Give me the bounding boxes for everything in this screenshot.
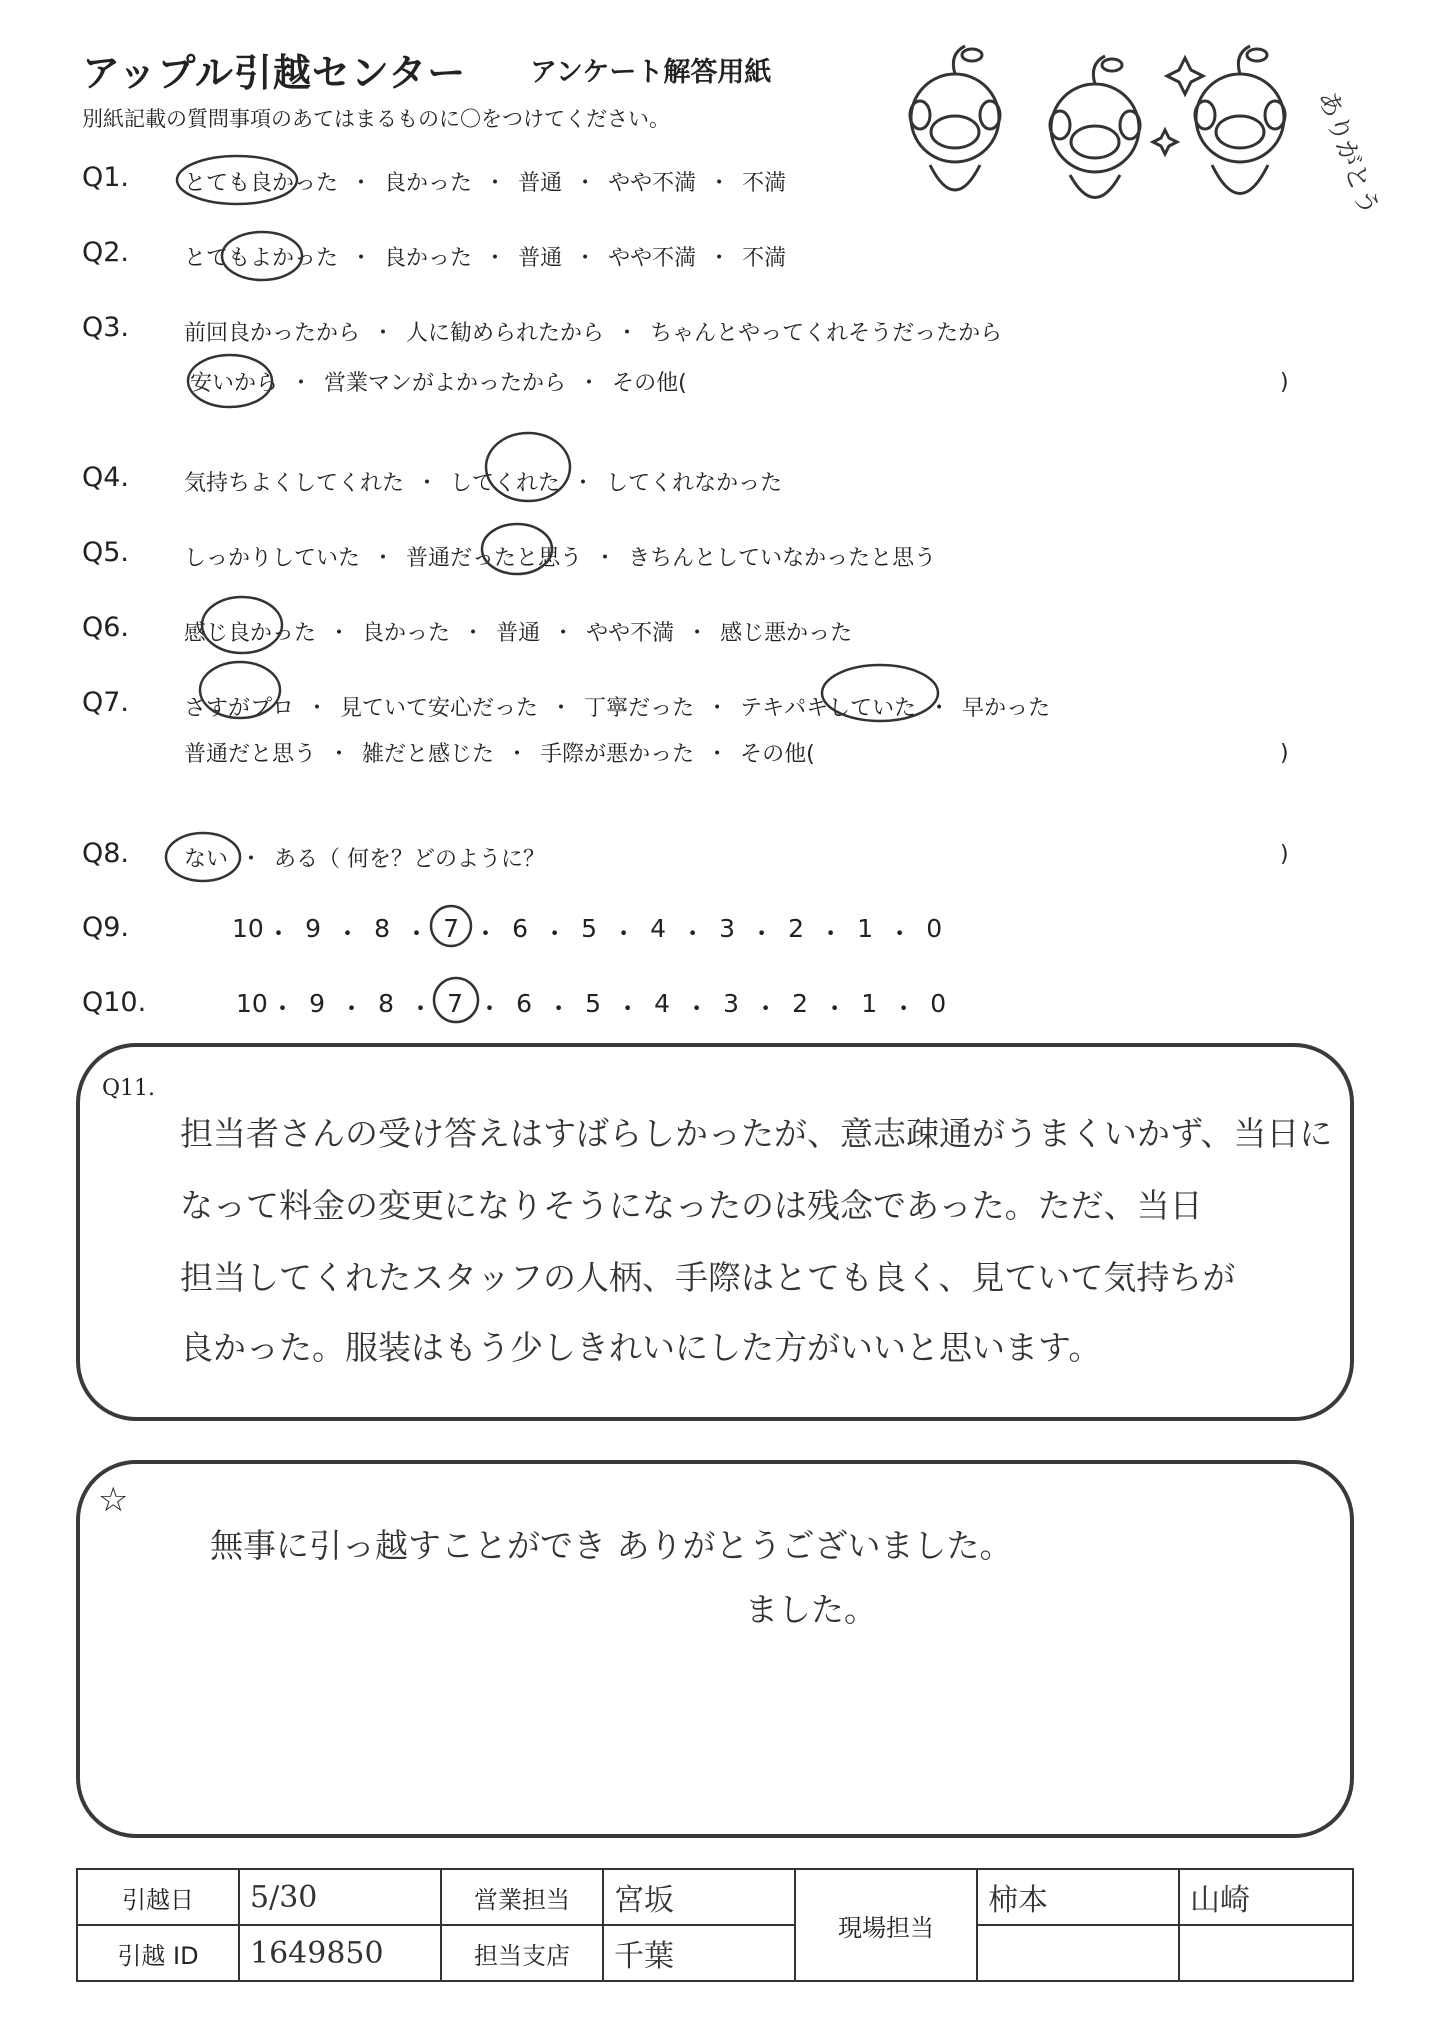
q9-score-0[interactable]: 0	[926, 914, 943, 943]
q1-option-5[interactable]: 不満	[742, 171, 787, 196]
company-name: アップル引越センター	[82, 51, 467, 95]
q4-option-3[interactable]: してくれなかった	[606, 471, 783, 496]
close-paren: )	[1280, 842, 1289, 867]
q11-label: Q11.	[102, 1076, 156, 1101]
q2-option-5[interactable]: 不満	[742, 246, 787, 271]
q2-selection-circle	[222, 232, 302, 280]
q6-option-3[interactable]: 普通	[496, 621, 541, 646]
q3-option-2[interactable]: 人に勧められたから	[406, 321, 605, 346]
q10-score-3[interactable]: 3	[723, 989, 740, 1018]
branch-label: 担当支店	[441, 1925, 603, 1981]
question-q2: Q2. とてもよかった ・ 良かった ・ 普通 ・ やや不満 ・ 不満	[82, 237, 787, 271]
q8-option-2[interactable]: ある（ 何を？どのように？	[274, 847, 546, 872]
question-label: Q6.	[82, 612, 130, 643]
question-q9: Q9. 10 ・ 9 ・ 8 ・ 7 ・ 6 ・ 5 ・ 4 ・ 3 ・ 2 ・ 1 ・ 0	[0, 912, 1433, 956]
q7-option-4[interactable]: テキパキしていた	[740, 696, 917, 721]
move-info-table	[76, 1868, 1354, 1982]
q9-score-3[interactable]: 3	[719, 914, 736, 943]
question-q8: Q8. ない ・ ある（ 何を？どのように？ )	[82, 838, 1289, 872]
q9-score-7[interactable]: 7	[443, 914, 459, 943]
q10-score-8[interactable]: 8	[378, 989, 394, 1018]
q4-selection-circle	[486, 433, 570, 501]
q1-selection-circle	[177, 156, 297, 204]
move-date-label: 引越日	[77, 1869, 239, 1925]
q10-score-6[interactable]: 6	[516, 989, 533, 1018]
q3-option-1[interactable]: 前回良かったから	[184, 321, 361, 346]
question-q4: Q4. 気持ちよくしてくれた ・ してくれた ・ してくれなかった	[82, 462, 783, 496]
q5-option-2[interactable]: 普通だったと思う	[406, 546, 583, 571]
q3-option-5[interactable]: 営業マンがよかったから	[324, 371, 567, 396]
question-q3: Q3. 前回良かったから ・ 人に勧められたから ・ ちゃんとやってくれそうだったから 安いから ・ 営業マンがよかったから ・ その他( )	[82, 312, 1289, 396]
q5-selection-circle	[482, 524, 552, 574]
q5-option-1[interactable]: しっかりしていた	[184, 546, 361, 571]
q2-option-1[interactable]: とてもよかった	[184, 246, 339, 271]
q9-score-6[interactable]: 6	[512, 914, 529, 943]
q4-option-2[interactable]: してくれた	[450, 471, 561, 496]
question-label: Q10.	[82, 987, 147, 1018]
field-staff-2: 山崎	[1179, 1869, 1353, 1925]
q9-score-5[interactable]: 5	[581, 914, 598, 943]
q9-score-9[interactable]: 9	[305, 914, 321, 943]
field-staff-empty-1	[977, 1925, 1179, 1981]
q7-option-5[interactable]: 早かった	[962, 696, 1051, 721]
q9-score-10[interactable]: 10	[232, 914, 264, 943]
star-label: ☆	[98, 1480, 129, 1520]
mascot-thanks-text: ありがとう	[1311, 87, 1385, 220]
question-label: Q3.	[82, 312, 130, 343]
star-line-1: 無事に引っ越すことができ ありがとうございました。	[210, 1526, 1013, 1565]
q9-score-2[interactable]: 2	[788, 914, 805, 943]
star-comment-box	[76, 1460, 1354, 1838]
q10-score-4[interactable]: 4	[654, 989, 671, 1018]
question-label: Q4.	[82, 462, 130, 493]
q3-selection-circle	[188, 355, 272, 407]
close-paren: )	[1280, 741, 1289, 766]
branch-value: 千葉	[603, 1925, 795, 1981]
q11-line-4: 良かった。服装はもう少しきれいにした方がいいと思います。	[180, 1328, 1102, 1367]
q9-selection-circle	[431, 906, 471, 946]
q9-score-1[interactable]: 1	[857, 914, 874, 943]
instructions: 別紙記載の質問事項のあてはまるものに〇をつけてください。	[82, 107, 670, 131]
q3-option-4[interactable]: 安いから	[190, 371, 279, 396]
q7-option-1[interactable]: さすがプロ	[184, 696, 295, 721]
q7-option-8[interactable]: 手際が悪かった	[540, 742, 695, 767]
q5-option-3[interactable]: きちんとしていなかったと思う	[628, 546, 937, 571]
q10-score-2[interactable]: 2	[792, 989, 809, 1018]
q6-option-1[interactable]: 感じ良かった	[184, 621, 317, 646]
question-label: Q5.	[82, 537, 130, 568]
q10-score-9[interactable]: 9	[309, 989, 325, 1018]
sales-label: 営業担当	[441, 1869, 603, 1925]
q9-score-4[interactable]: 4	[650, 914, 667, 943]
q10-score-1[interactable]: 1	[861, 989, 878, 1018]
q8-selection-circle	[166, 833, 240, 881]
q10-score-7[interactable]: 7	[447, 989, 463, 1018]
field-staff-empty-2	[1179, 1925, 1353, 1981]
q11-line-3: 担当してくれたスタッフの人柄、手際はとても良く、見ていて気持ちが	[180, 1258, 1236, 1297]
field-staff-label: 現場担当	[795, 1869, 977, 1981]
q10-score-10[interactable]: 10	[236, 989, 268, 1018]
form-title: アンケート解答用紙	[530, 57, 772, 88]
star-line-2: ました。	[745, 1590, 877, 1629]
q11-line-2: なって料金の変更になりそうになったのは残念であった。ただ、当日	[180, 1186, 1203, 1225]
q7-selection-circle-2	[822, 665, 938, 721]
q6-option-5[interactable]: 感じ悪かった	[720, 621, 853, 646]
q10-selection-circle	[434, 978, 478, 1022]
move-id-label: 引越 ID	[77, 1925, 239, 1981]
q6-selection-circle	[202, 597, 282, 653]
q1-option-3[interactable]: 普通	[518, 171, 563, 196]
q6-option-4[interactable]: やや不満	[586, 621, 675, 646]
q7-option-3[interactable]: 丁寧だった	[584, 696, 695, 721]
q2-option-4[interactable]: やや不満	[608, 246, 697, 271]
question-label: Q2.	[82, 237, 130, 268]
q6-option-2[interactable]: 良かった	[362, 621, 451, 646]
question-q10: Q10. 10 ・ 9 ・ 8 ・ 7 ・ 6 ・ 5 ・ 4 ・ 3 ・ 2 ・ 1 ・ 0	[0, 987, 1433, 1031]
q10-score-5[interactable]: 5	[585, 989, 602, 1018]
question-label: Q7.	[82, 687, 130, 718]
field-staff-1: 柿本	[977, 1869, 1179, 1925]
q7-option-6[interactable]: 普通だと思う	[184, 742, 317, 767]
question-q7: Q7. さすがプロ ・ 見ていて安心だった ・ 丁寧だった ・ テキパキしていた ・ 早かった 普通だと思う ・ 雑だと感じた ・ 手際が悪かった ・ その他( )	[82, 687, 1289, 767]
move-id-value: 1649850	[239, 1925, 441, 1981]
q10-score-0[interactable]: 0	[930, 989, 947, 1018]
close-paren: )	[1280, 370, 1289, 395]
q7-option-2[interactable]: 見ていて安心だった	[340, 696, 539, 721]
q1-option-2[interactable]: 良かった	[384, 171, 473, 196]
q8-option-1[interactable]: ない	[184, 847, 229, 872]
q4-option-1[interactable]: 気持ちよくしてくれた	[184, 471, 405, 496]
question-q6: Q6. 感じ良かった ・ 良かった ・ 普通 ・ やや不満 ・ 感じ悪かった	[82, 612, 853, 646]
q1-option-1[interactable]: とても良かった	[184, 171, 339, 196]
q2-option-3[interactable]: 普通	[518, 246, 563, 271]
q3-option-6[interactable]: その他(	[612, 371, 687, 396]
question-q5: Q5. しっかりしていた ・ 普通だったと思う ・ きちんとしていなかったと思う	[82, 537, 937, 571]
q1-option-4[interactable]: やや不満	[608, 171, 697, 196]
q7-option-7[interactable]: 雑だと感じた	[362, 742, 495, 767]
q9-score-8[interactable]: 8	[374, 914, 390, 943]
question-label: Q1.	[82, 162, 130, 193]
q2-option-2[interactable]: 良かった	[384, 246, 473, 271]
sales-value: 宮坂	[603, 1869, 795, 1925]
move-date-value: 5/30	[239, 1869, 441, 1925]
q11-line-1: 担当者さんの受け答えはすばらしかったが、意志疎通がうまくいかず、当日に	[180, 1114, 1333, 1153]
q7-selection-circle-1	[200, 662, 280, 718]
question-label: Q8.	[82, 838, 130, 869]
question-q1: Q1. とても良かった ・ 良かった ・ 普通 ・ やや不満 ・ 不満	[82, 162, 787, 196]
q7-option-9[interactable]: その他(	[740, 742, 815, 767]
q3-option-3[interactable]: ちゃんとやってくれそうだったから	[650, 321, 1003, 346]
question-label: Q9.	[82, 912, 130, 943]
